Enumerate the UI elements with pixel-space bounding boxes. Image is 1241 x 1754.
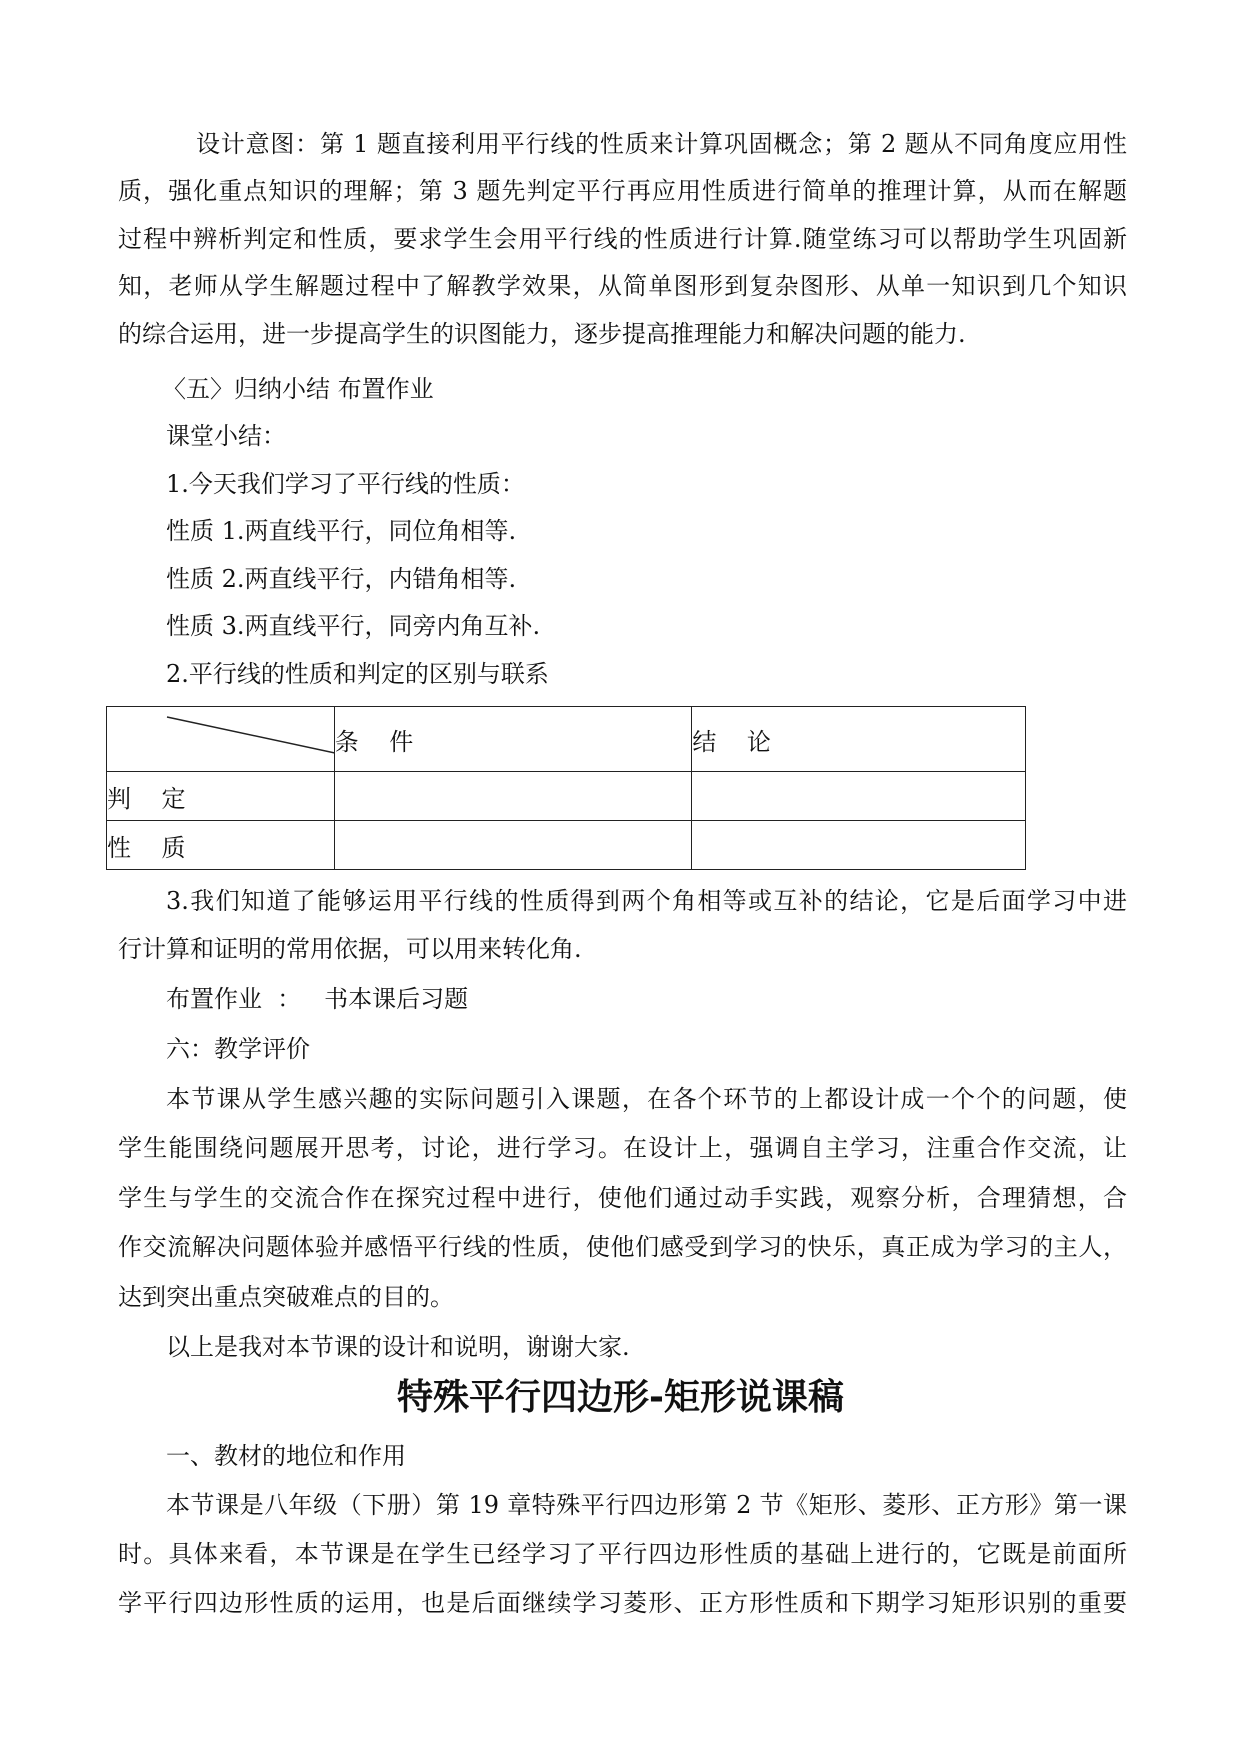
section-heading: 〈五〉归纳小结 布置作业 <box>162 375 434 403</box>
paragraph-line: 知，老师从学生解题过程中了解教学效果，从简单图形到复杂图形、从单一知识到几个知识 <box>118 272 1127 300</box>
table-cell-empty <box>692 772 1026 821</box>
paragraph-line: 学生能围绕问题展开思考，讨论，进行学习。在设计上，强调自主学习，注重合作交流，让 <box>118 1134 1127 1162</box>
subheading: 课堂小结： <box>166 422 286 450</box>
comparison-table <box>106 706 1026 870</box>
paragraph-line: 设计意图：第 1 题直接利用平行线的性质来计算巩固概念；第 2 题从不同角度应用性 <box>196 130 1127 158</box>
table-header-row <box>107 707 1026 772</box>
paragraph-line: 本节课从学生感兴趣的实际问题引入课题，在各个环节的上都设计成一个个的问题，使 <box>166 1085 1127 1113</box>
paragraph-line: 时。具体来看，本节课是在学生已经学习了平行四边形性质的基础上进行的，它既是前面所 <box>118 1540 1127 1568</box>
page-title: 特殊平行四边形-矩形说课稿 <box>397 1377 844 1418</box>
row-label-property: 性 质 <box>107 821 335 870</box>
paragraph-line: 的综合运用，进一步提高学生的识图能力，逐步提高推理能力和解决问题的能力. <box>118 320 966 348</box>
header-conclusion: 结 论 <box>692 707 1026 772</box>
table-row <box>107 821 1026 870</box>
diagonal-line <box>107 707 335 771</box>
table-row <box>107 772 1026 821</box>
paragraph-line: 达到突出重点突破难点的目的。 <box>118 1283 454 1311</box>
paragraph-line: 行计算和证明的常用依据，可以用来转化角. <box>118 935 582 963</box>
closing-line: 以上是我对本节课的设计和说明，谢谢大家. <box>166 1333 630 1361</box>
list-item: 性质 1.两直线平行，同位角相等. <box>166 517 517 545</box>
table-cell-empty <box>334 772 692 821</box>
list-item: 2.平行线的性质和判定的区别与联系 <box>166 660 549 688</box>
row-label-judgement: 判 定 <box>107 772 335 821</box>
table-cell-empty <box>692 821 1026 870</box>
header-condition: 条 件 <box>334 707 692 772</box>
paragraph-line: 质，强化重点知识的理解；第 3 题先判定平行再应用性质进行简单的推理计算，从而在解题 <box>118 177 1127 205</box>
section-heading: 六：教学评价 <box>166 1035 310 1063</box>
paragraph-line: 学生与学生的交流合作在探究过程中进行，使他们通过动手实践，观察分析，合理猜想，合 <box>118 1184 1127 1212</box>
paragraph-line: 过程中辨析判定和性质，要求学生会用平行线的性质进行计算.随堂练习可以帮助学生巩固新 <box>118 225 1127 253</box>
table-cell-empty <box>334 821 692 870</box>
list-item: 性质 2.两直线平行，内错角相等. <box>166 565 517 593</box>
homework-line: 布置作业 ： 书本课后习题 <box>166 985 469 1013</box>
list-item: 性质 3.两直线平行，同旁内角互补. <box>166 612 541 640</box>
list-item: 1.今天我们学习了平行线的性质： <box>166 470 525 498</box>
section-heading: 一、教材的地位和作用 <box>166 1442 406 1470</box>
paragraph-line: 本节课是八年级（下册）第 19 章特殊平行四边形第 2 节《矩形、菱形、正方形》第一课 <box>166 1491 1127 1519</box>
paragraph-line: 学平行四边形性质的运用，也是后面继续学习菱形、正方形性质和下期学习矩形识别的重要 <box>118 1589 1127 1617</box>
diagonal-header-cell <box>107 707 335 772</box>
paragraph-line: 作交流解决问题体验并感悟平行线的性质，使他们感受到学习的快乐，真正成为学习的主人， <box>118 1233 1127 1261</box>
paragraph-line: 3.我们知道了能够运用平行线的性质得到两个角相等或互补的结论，它是后面学习中进 <box>166 887 1127 915</box>
